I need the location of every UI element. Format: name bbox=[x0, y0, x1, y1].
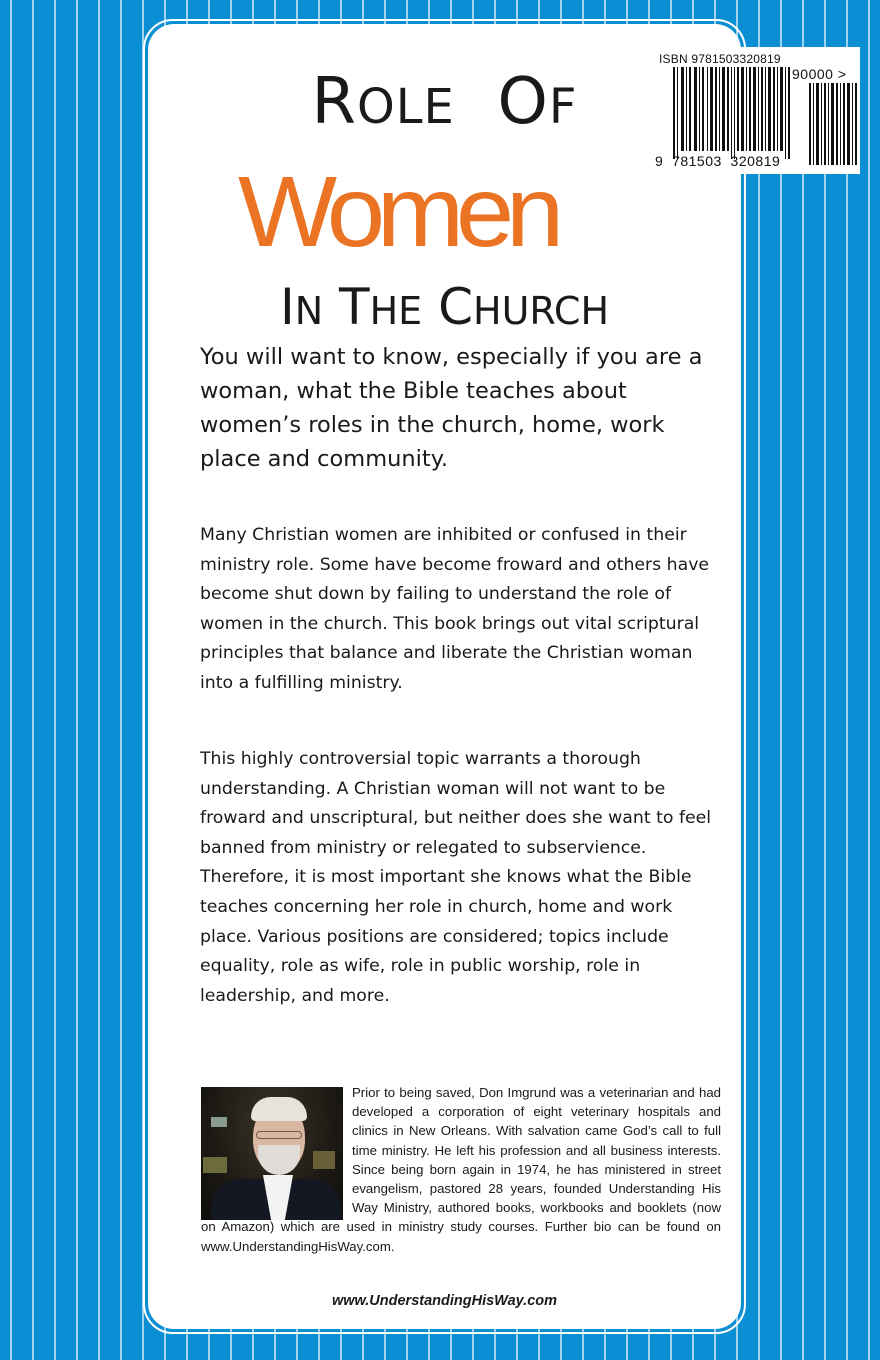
title-letters: HE bbox=[369, 289, 423, 333]
title-letters: HURCH bbox=[473, 289, 610, 333]
title-letter: O bbox=[497, 65, 549, 139]
description-paragraph-2: This highly controversial topic warrants a thorough understanding. A Christian woman will not want to be froward and unscriptural, but neither does she want to feel banned from ministry or relegated to subservience. Therefore, it is most important she knows what the Bible teaches concerning her role in church, home and work place. Various positions are considered; topics include equality, role as wife, role in public worship, role in leadership, and more. bbox=[200, 749, 712, 1006]
title-letter: C bbox=[438, 278, 474, 336]
title-letters: F bbox=[548, 79, 578, 135]
isbn-digits: 9 781503 320819 bbox=[655, 153, 781, 169]
barcode-bars-icon bbox=[673, 67, 791, 159]
title-letters: OLE bbox=[356, 79, 455, 135]
author-bio bbox=[201, 1083, 721, 1256]
isbn-barcode bbox=[647, 47, 860, 174]
title-in-the-church bbox=[148, 278, 741, 336]
description-paragraph-1: Many Christian women are inhibited or confused in their ministry role. Some have become froward and others have become shut down by failing to understand the role of women in the church. This book brings out vital scriptural principles that balance and liberate the Christian woman into a fulfilling ministry. bbox=[200, 525, 710, 693]
title-women: Women bbox=[238, 156, 556, 268]
lead-paragraph: You will want to know, especially if you are a woman, what the Bible teaches about women’s roles in the church, home, work place and community. bbox=[200, 344, 703, 472]
website-link[interactable]: www.UnderstandingHisWay.com bbox=[331, 1293, 558, 1309]
isbn-label: ISBN 9781503320819 bbox=[659, 52, 781, 66]
price-addon-label: 90000 > bbox=[792, 66, 847, 82]
title-letter: T bbox=[339, 278, 370, 336]
title-letter: I bbox=[279, 278, 295, 336]
author-bio-text: Prior to being saved, Don Imgrund was a veterinarian and had developed a corporation of eight veterinary hospitals and clinics in New Orleans. With salvation came God’s call to full time ministry. He left his profession and all business interests. Since being born again in 1974, he has ministered in street evangelism, pastored 28 years, founded Understanding His Way Ministry, authored books, workbooks and booklets (now on Amazon) which are used in ministry study courses. Further bio can be found on www.UnderstandingHisWay.com. bbox=[201, 1085, 721, 1254]
title-letters: N bbox=[294, 289, 324, 333]
title-letter: R bbox=[311, 65, 357, 139]
addon-bars-icon bbox=[809, 83, 865, 165]
